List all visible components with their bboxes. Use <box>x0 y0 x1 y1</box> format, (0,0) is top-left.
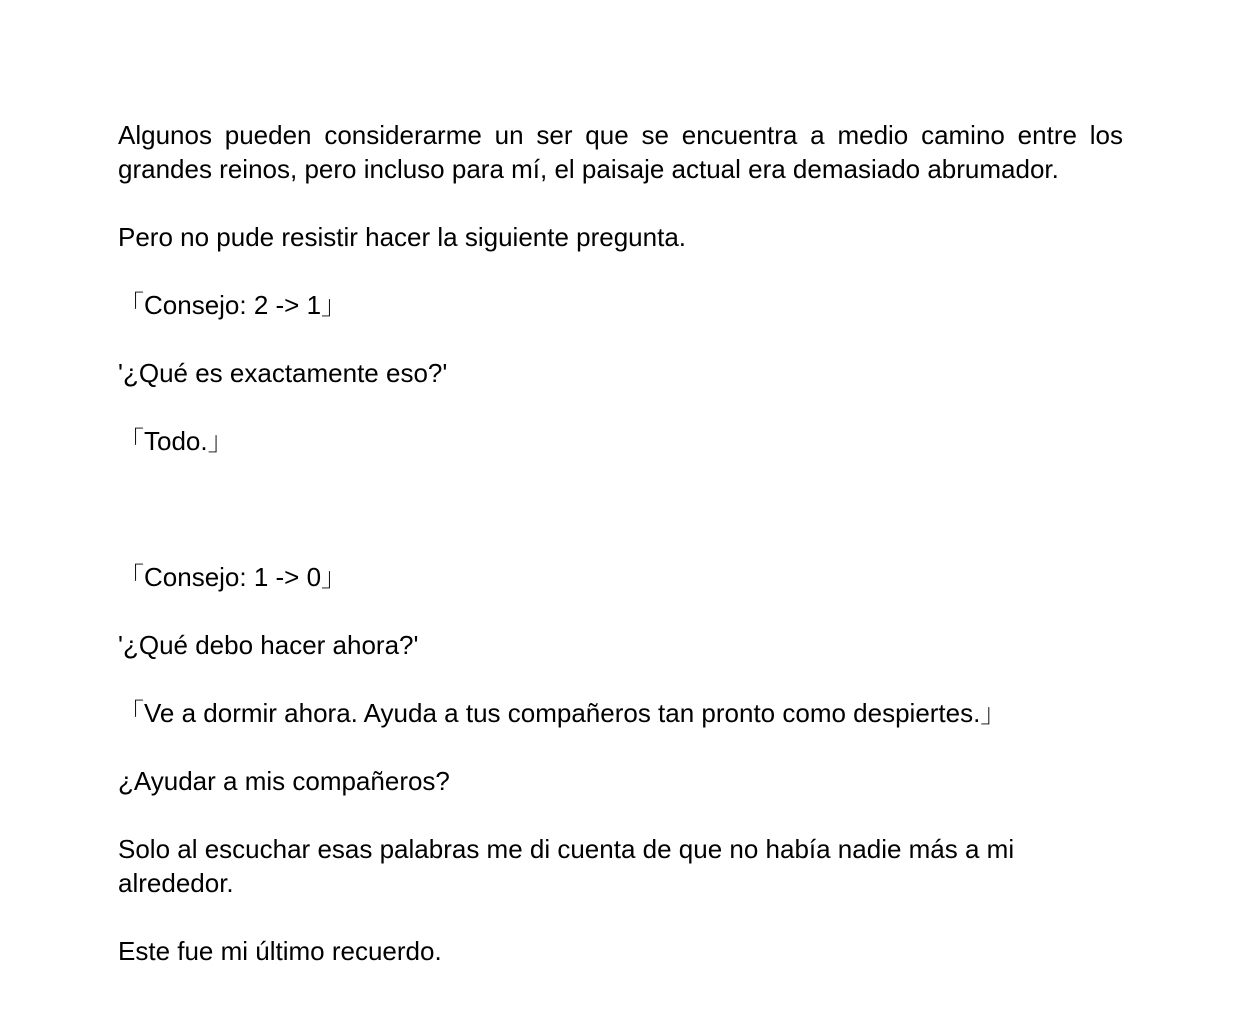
paragraph: ¿Ayudar a mis compañeros? <box>118 766 450 796</box>
document-page <box>118 118 1123 968</box>
paragraph: Pero no pude resistir hacer la siguiente pregunta. <box>118 222 687 252</box>
dialogue-line: 「Ve a dormir ahora. Ayuda a tus compañeros tan pronto como despiertes.」 <box>118 698 1007 728</box>
paragraph: Este fue mi último recuerdo. <box>118 936 442 966</box>
paragraph: Solo al escuchar esas palabras me di cuenta de que no había nadie más a mi alrededor. <box>118 834 1015 898</box>
section-gap <box>118 492 1123 560</box>
dialogue-line: 「Todo.」 <box>118 426 234 456</box>
dialogue-line: 「Consejo: 1 -> 0」 <box>118 562 348 592</box>
dialogue-line: '¿Qué debo hacer ahora?' <box>118 630 419 660</box>
paragraph: Algunos pueden considerarme un ser que se encuentra a medio camino entre los grandes reinos, pero incluso para mí, el paisaje actual era demasiado abrumador. <box>118 120 1123 184</box>
dialogue-line: '¿Qué es exactamente eso?' <box>118 358 448 388</box>
dialogue-line: 「Consejo: 2 -> 1」 <box>118 290 348 320</box>
